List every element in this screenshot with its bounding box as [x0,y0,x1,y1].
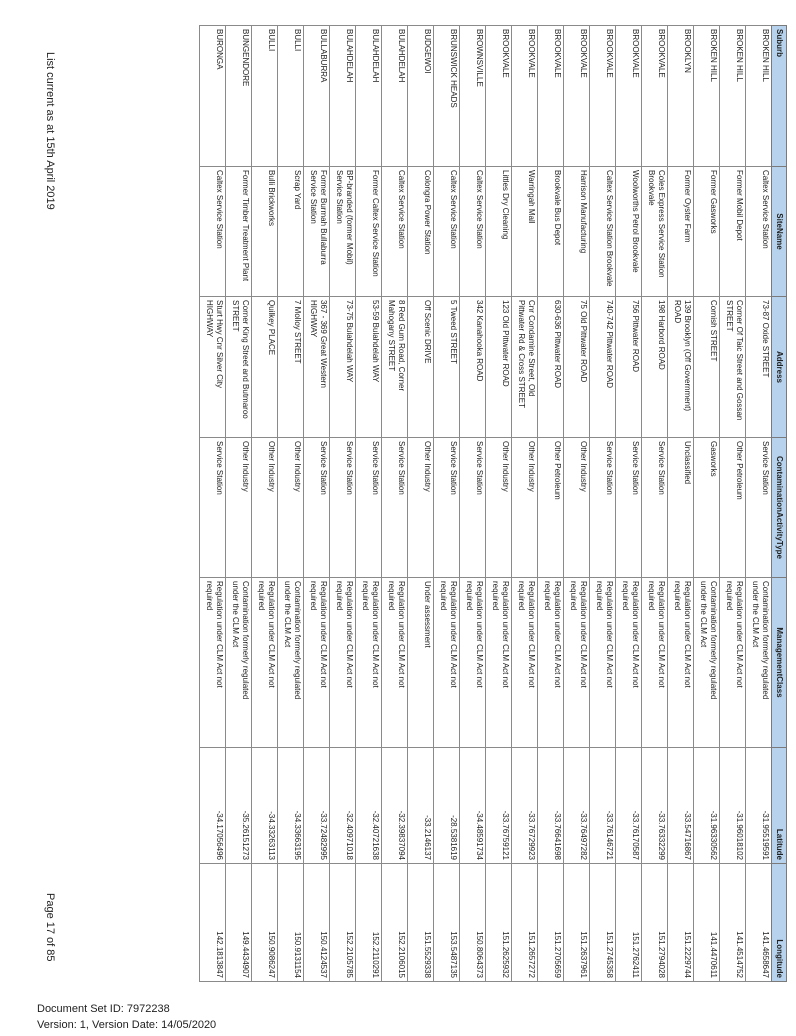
cell-latitude: -33.76146721 [590,748,616,864]
cell-sitename: Brookvale Bus Depot [538,167,564,297]
header-latitude: Latitude [772,748,787,864]
cell-latitude: -35.26151273 [226,748,252,864]
cell-latitude: -31.96330562 [694,748,720,864]
cell-address: 367 - 369 Great Western HIGHWAY [304,297,330,438]
cell-longitude: 151.2762411 [616,864,642,982]
cell-management-class: Regulation under CLM Act not required [486,578,512,748]
cell-management-class: Regulation under CLM Act not required [356,578,382,748]
cell-suburb: BULLI [278,26,304,167]
cell-activity-type: Service Station [434,438,460,578]
cell-longitude: 150.9086247 [252,864,278,982]
cell-latitude: -32.40721638 [356,748,382,864]
cell-address: 123 Old Pittwater ROAD [486,297,512,438]
header-activity-type: ContaminationActivityType [772,438,787,578]
cell-suburb: BROOKVALE [486,26,512,167]
cell-activity-type: Service Station [382,438,408,578]
table-row [590,26,616,982]
cell-management-class: Regulation under CLM Act not required [434,578,460,748]
cell-address: Corner Of Taic Street and Gossan STREET [720,297,746,438]
table-row [746,26,772,982]
cell-management-class: Contamination formerly regulated under the CLM Act [746,578,772,748]
cell-address: 7 Molloy STREET [278,297,304,438]
cell-longitude: 141.4514752 [720,864,746,982]
cell-address: 75 Old Pittwater ROAD [564,297,590,438]
cell-latitude: -34.33263113 [252,748,278,864]
cell-activity-type: Service Station [304,438,330,578]
cell-sitename: Caltex Service Station [460,167,486,297]
cell-suburb: BULAHDELAH [356,26,382,167]
header-management-class: ManagementClass [772,578,787,748]
cell-sitename: BP-branded (former Mobil) Service Station [330,167,356,297]
cell-activity-type: Service Station [616,438,642,578]
cell-management-class: Regulation under CLM Act not required [512,578,538,748]
cell-activity-type: Unclassified [668,438,694,578]
table-row [330,26,356,982]
table-row [356,26,382,982]
cell-longitude: 141.4470611 [694,864,720,982]
list-current-note: List current as at 15th April 2019 [44,52,56,210]
cell-activity-type: Gasworks [694,438,720,578]
cell-activity-type: Other Industry [226,438,252,578]
cell-latitude: -33.2146137 [408,748,434,864]
cell-activity-type: Service Station [330,438,356,578]
cell-latitude: -33.76497282 [564,748,590,864]
cell-suburb: BULLABURRA [304,26,330,167]
cell-longitude: 151.5529338 [408,864,434,982]
table-row [382,26,408,982]
cell-activity-type: Service Station [200,438,226,578]
cell-latitude: -34.48591734 [460,748,486,864]
table-row [252,26,278,982]
cell-address: Corner King Street and Butmaroo STREET [226,297,252,438]
cell-longitude: 151.2657272 [512,864,538,982]
cell-longitude: 141.4658647 [746,864,772,982]
cell-sitename: Former Timber Treatment Plant [226,167,252,297]
cell-sitename: Former Mobil Depot [720,167,746,297]
cell-longitude: 150.8064373 [460,864,486,982]
cell-suburb: BROOKLYN [668,26,694,167]
cell-activity-type: Other Petroleum [538,438,564,578]
table-row [694,26,720,982]
table-row [668,26,694,982]
cell-latitude: -34.17056496 [200,748,226,864]
cell-suburb: BUDGEWOI [408,26,434,167]
cell-address: 342 Kanahooka ROAD [460,297,486,438]
cell-management-class: Regulation under CLM Act not required [460,578,486,748]
cell-latitude: -33.76170587 [616,748,642,864]
cell-activity-type: Other Industry [512,438,538,578]
cell-sitename: Caltex Service Station [434,167,460,297]
cell-suburb: BROOKVALE [512,26,538,167]
cell-longitude: 152.2106015 [382,864,408,982]
cell-management-class: Contamination formerly regulated under the CLM Act [226,578,252,748]
cell-suburb: BROKEN HILL [694,26,720,167]
cell-latitude: -28.5381619 [434,748,460,864]
table-row [408,26,434,982]
cell-sitename: Warringah Mall [512,167,538,297]
cell-suburb: BULAHDELAH [330,26,356,167]
cell-longitude: 151.2625932 [486,864,512,982]
table-row [486,26,512,982]
table-header-row [772,26,787,982]
cell-suburb: BROOKVALE [590,26,616,167]
cell-address: Off Scenic DRIVE [408,297,434,438]
cell-longitude: 152.2105785 [330,864,356,982]
cell-longitude: 151.2705659 [538,864,564,982]
table-row [200,26,226,982]
cell-sitename: Colongra Power Station [408,167,434,297]
cell-latitude: -34.33663195 [278,748,304,864]
cell-address: Cornish STREET [694,297,720,438]
table-row [434,26,460,982]
cell-activity-type: Other Industry [408,438,434,578]
cell-management-class: Regulation under CLM Act not required [616,578,642,748]
document-version: Version: 1, Version Date: 14/05/2020 [37,1019,217,1031]
cell-activity-type: Service Station [642,438,668,578]
cell-longitude: 151.2637961 [564,864,590,982]
header-longitude: Longitude [772,864,787,982]
cell-address: 8 Red Gum Road, Corner Mahogany STREET [382,297,408,438]
cell-address: 139 Brooklyn (Off Government) ROAD [668,297,694,438]
cell-longitude: 153.5487135 [434,864,460,982]
cell-suburb: BROOKVALE [642,26,668,167]
cell-suburb: BROKEN HILL [720,26,746,167]
document-set-id: Document Set ID: 7972238 [37,1003,170,1015]
cell-address: 630-636 Pittwater ROAD [538,297,564,438]
cell-management-class: Regulation under CLM Act not required [304,578,330,748]
cell-activity-type: Service Station [460,438,486,578]
cell-management-class: Regulation under CLM Act not required [720,578,746,748]
cell-sitename: Coles Express Service Station Brookvale [642,167,668,297]
cell-management-class: Contamination formerly regulated under the CLM Act [278,578,304,748]
cell-longitude: 142.1813847 [200,864,226,982]
table-row [720,26,746,982]
table-row [564,26,590,982]
cell-latitude: -33.76332299 [642,748,668,864]
header-sitename: SiteName [772,167,787,297]
cell-sitename: Caltex Service Station Brookvale [590,167,616,297]
cell-latitude: -31.96018102 [720,748,746,864]
cell-management-class: Regulation under CLM Act not required [564,578,590,748]
cell-longitude: 150.9131154 [278,864,304,982]
cell-sitename: Former Oyster Farm [668,167,694,297]
table-row [226,26,252,982]
cell-suburb: BULAHDELAH [382,26,408,167]
cell-activity-type: Service Station [746,438,772,578]
cell-management-class: Regulation under CLM Act not required [590,578,616,748]
cell-management-class: Regulation under CLM Act not required [668,578,694,748]
cell-sitename: Harrison Manufacturing [564,167,590,297]
cell-sitename: Caltex Service Station [200,167,226,297]
cell-latitude: -33.76759121 [486,748,512,864]
cell-sitename: Caltex Service Station [746,167,772,297]
header-suburb: Suburb [772,26,787,167]
cell-sitename: Former Gasworks [694,167,720,297]
cell-longitude: 150.4124537 [304,864,330,982]
cell-management-class: Regulation under CLM Act not required [252,578,278,748]
cell-latitude: -32.40971018 [330,748,356,864]
rotated-table-area [115,25,787,981]
cell-latitude: -33.76641698 [538,748,564,864]
cell-suburb: BROOKVALE [564,26,590,167]
cell-activity-type: Other Petroleum [720,438,746,578]
cell-latitude: -33.72482995 [304,748,330,864]
table-row [616,26,642,982]
cell-address: 73-87 Oxide STREET [746,297,772,438]
cell-suburb: BROOKVALE [616,26,642,167]
cell-longitude: 151.2229744 [668,864,694,982]
cell-management-class: Regulation under CLM Act not required [382,578,408,748]
table-row [278,26,304,982]
cell-management-class: Under assessment [408,578,434,748]
cell-sitename: Woolworths Petrol Brookvale [616,167,642,297]
cell-longitude: 152.2110291 [356,864,382,982]
cell-address: Sturt Hwy Cnr Silver City HIGHWAY [200,297,226,438]
cell-address: 73-75 Bulahdelah WAY [330,297,356,438]
table-row [538,26,564,982]
cell-suburb: BROKEN HILL [746,26,772,167]
cell-longitude: 151.2794028 [642,864,668,982]
cell-latitude: -31.95519591 [746,748,772,864]
cell-address: 198 Harbord ROAD [642,297,668,438]
cell-activity-type: Other Industry [564,438,590,578]
cell-sitename: Former Burmah Bullaburra Service Station [304,167,330,297]
cell-latitude: -33.76729923 [512,748,538,864]
cell-management-class: Contamination formerly regulated under the CLM Act [694,578,720,748]
cell-activity-type: Service Station [356,438,382,578]
cell-sitename: Littles Dry Cleaning [486,167,512,297]
cell-activity-type: Other Industry [486,438,512,578]
cell-address: 756 Pittwater ROAD [616,297,642,438]
header-address: Address [772,297,787,438]
contaminated-sites-table [199,25,787,982]
cell-longitude: 149.4434907 [226,864,252,982]
cell-longitude: 151.2745358 [590,864,616,982]
table-body [200,26,772,982]
cell-management-class: Regulation under CLM Act not required [538,578,564,748]
cell-suburb: BUNGENDORE [226,26,252,167]
cell-sitename: Caltex Service Station [382,167,408,297]
table-row [304,26,330,982]
cell-suburb: BURONGA [200,26,226,167]
cell-address: 5 Tweed STREET [434,297,460,438]
table-row [642,26,668,982]
page-number: Page 17 of 85 [44,893,56,962]
cell-suburb: BROWNSVILLE [460,26,486,167]
cell-sitename: Former Caltex Service Station [356,167,382,297]
cell-activity-type: Other Industry [252,438,278,578]
cell-sitename: Bulli Brickworks [252,167,278,297]
table-row [512,26,538,982]
cell-suburb: BROOKVALE [538,26,564,167]
cell-management-class: Regulation under CLM Act not required [200,578,226,748]
cell-sitename: Scrap Yard [278,167,304,297]
cell-activity-type: Other Industry [278,438,304,578]
cell-address: Cnr Condamine Street, Old Pittwater Rd & Cross STREET [512,297,538,438]
cell-address: 740-742 Pittwater ROAD [590,297,616,438]
cell-suburb: BRUNSWICK HEADS [434,26,460,167]
cell-management-class: Regulation under CLM Act not required [642,578,668,748]
cell-address: 53-59 Bulahdelah WAY [356,297,382,438]
table-row [460,26,486,982]
cell-latitude: -33.54716867 [668,748,694,864]
cell-management-class: Regulation under CLM Act not required [330,578,356,748]
cell-address: Quilkey PLACE [252,297,278,438]
cell-activity-type: Service Station [590,438,616,578]
cell-latitude: -32.39837094 [382,748,408,864]
cell-suburb: BULLI [252,26,278,167]
